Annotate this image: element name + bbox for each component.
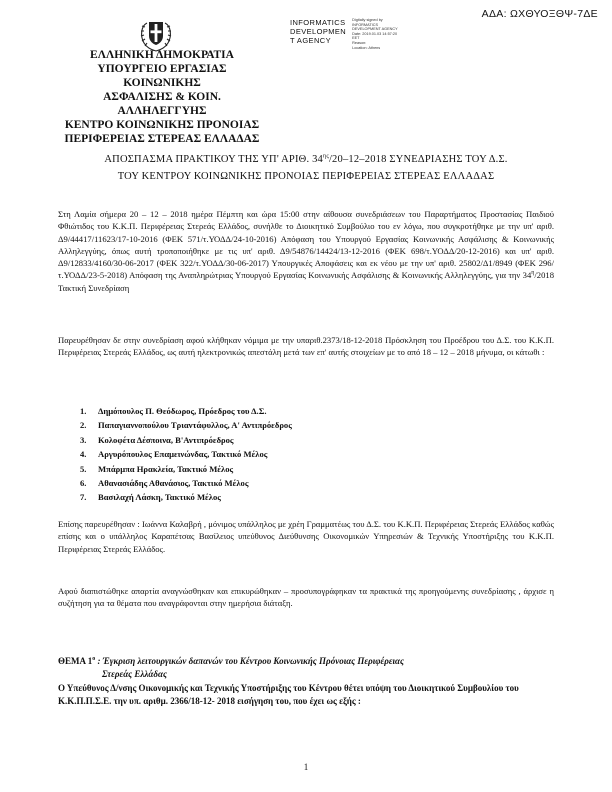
agenda-item-body: Ο Υπεύθυνος Δ/νσης Οικονομικής και Τεχνικής Υποστήριξης του Κέντρου θέτει υπόψη του Διοικητικού Συμβουλίου του Κ.Κ.Π.Π.Σ.Ε. την υπ. αριθμ. 2366/18-12- 2018 εισήγηση του, που έχει ως εξής : [58, 683, 519, 706]
list-item: 2. Παπαγιαννοπούλου Τριαντάφυλλος, Α' Αντιπρόεδρος [80, 420, 292, 431]
agenda-item-heading-line-2: Στερεάς Ελλάδας [102, 668, 168, 679]
agenda-item-heading: ΘΕΜΑ $1^o$ : Έγκριση λειτουργικών δαπανών του Κέντρου Κοινωνικής Πρόνοιας Περιφέρειας [58, 656, 405, 666]
quorum-paragraph: Αφού διαπιστώθηκε απαρτία αναγνώσθηκαν και επικυρώθηκαν – προσυπογράφηκαν τα πρακτικά της προηγούμενης συνεδρίασης , άρχισε η συζήτηση για τα θέματα που αναγράφονται στην ημερήσια διάταξη. [58, 586, 554, 609]
digital-signature-stamp [290, 18, 412, 50]
stamp-title: INFORMATICS DEVELOPMEN T AGENCY [290, 18, 347, 45]
ada-code: ΑΔΑ: ΩΧΘΥΟΞΘΨ-7ΔΕ [481, 8, 598, 20]
page-number: 1 [303, 762, 309, 772]
agenda-item-1 [58, 655, 554, 707]
members-list [80, 404, 292, 505]
list-item: 4. Αργυρόπουλος Επαμεινώνδας, Τακτικό Μέλος [80, 449, 268, 460]
organization-header: ΕΛΛΗΝΙΚΗ ΔΗΜΟΚΡΑΤΙΑ ΥΠΟΥΡΓΕΙΟ ΕΡΓΑΣΙΑΣ ΚΟΙΝΩΝΙΚΗΣ ΑΣΦΑΛΙΣΗΣ & ΚΟΙΝ. ΑΛΛΗΛΕΓΓΥΗΣ ΚΕΝΤΡΟ ΚΟΙΝΩΝΙΚΗΣ ΠΡΟΝΟΙΑΣ ΠΕΡΙΦΕΡΕΙΑΣ ΣΤΕΡΕΑΣ ΕΛΛΑΔΑΣ [64, 49, 260, 145]
list-item: 1. Δημόπουλος Π. Θεόδωρος, Πρόεδρος του Δ.Σ. [80, 406, 267, 416]
document-title [58, 151, 554, 185]
list-item: 3. Κολοφέτα Δέσποινα, Β'Αντιπρόεδρος [80, 434, 234, 445]
title-line-2: ΤΟΥ ΚΕΝΤΡΟΥ ΚΟΙΝΩΝΙΚΗΣ ΠΡΟΝΟΙΑΣ ΠΕΡΙΦΕΡΕΙΑΣ ΣΤΕΡΕΑΣ ΕΛΛΑΔΑΣ [117, 171, 495, 182]
opening-paragraph: Στη Λαμία σήμερα 20 – 12 – 2018 ημέρα Πέμπτη και ώρα 15:00 στην αίθουσα συνεδριάσεων του Παραρτήματος Προστασίας Παιδιού Φθιώτιδος του Κ.Κ.Π. Περιφέρειας Στερεάς Ελλάδος, συνήλθε το Διοικητικό Συμβούλιο του εν λόγω, που συγκροτήθηκε με την υπ' αριθ. Δ9/44417/11623/17-10-2016 (ΦΕΚ 571/τ.ΥΟΔΔ/24-10-2016) Απόφαση του Υπουργού Εργασίας Κοινωνικής Ασφάλισης & Κοινωνικής Αλληλεγγύης, όπως αυτή τροποποιήθηκε με τις υπ' αριθ. Δ9/54876/14424/13-12-2016 (ΦΕΚ 698/τ.ΥΟΔΔ/20-12-2016) και υπ' αριθ. Δ9/12833/4160/30-06-2017 (ΦΕΚ 322/τ.ΥΟΔΔ/30-06-2017) Υπουργικές Αποφάσεις και εκ νέου με την υπ' αριθ. 25802/Δ1/8949 (ΦΕΚ 296/τ.ΥΟΔΔ/23-5-2018) Απόφαση της Αναπληρώτριας Υπουργού Εργασίας Κοινωνικής Ασφάλισης & Κοινωνικής Αλληλεγγύης, για την $34^\eta/2018$ Τακτική Συνεδρίαση [58, 209, 554, 293]
list-item: 6. Αθανασιάδης Αθανάσιος, Τακτικό Μέλος [80, 478, 249, 489]
also-present-paragraph: Επίσης παρευρέθησαν : Ιωάννα Καλαβρή , μόνιμος υπάλληλος με χρέη Γραμματέως του Δ.Σ. του Κ.Κ.Π. Περιφέρειας Στερεάς Ελλάδος καθώς επίσης και ο υπάλληλος Καραπέτσας Βασίλειος υπεύθυνος Διεύθυνσης Οικονομικών Υπηρεσιών & Τεχνικής Υποστήριξης του Κ.Κ.Π. Περιφέρειας Στερεάς Ελλάδος. [58, 519, 554, 554]
title-line-1: ΑΠΟΣΠΑΣΜΑ ΠΡΑΚΤΙΚΟΥ ΤΗΣ ΥΠ' ΑΡΙΘ. $34^{\eta\varsigma}/20-12-2018$ ΣΥΝΕΔΡΙΑΣΗΣ ΤΟΥ Δ.Σ. [104, 153, 508, 165]
attendance-paragraph: Παρευρέθησαν δε στην συνεδρίαση αφού κλήθηκαν νόμιμα με την υπαριθ.2373/18-12-2018 Πρόσκληση του Προέδρου του Δ.Σ. του Κ.Κ.Π. Περιφέρειας Στερεάς Ελλάδος, ως αυτή ηλεκτρονικώς απεστάλη μετά των επ' αυτής στοιχείων με το από 18 – 12 – 2018 μήνυμα, οι κάτωθι : [58, 335, 554, 358]
list-item: 7. Βασιλαχή Λάσκη, Τακτικό Μέλος [80, 492, 221, 503]
list-item: 5. Μπάρμπα Ηρακλεία, Τακτικό Μέλος [80, 463, 234, 474]
stamp-details: Digitally signed by INFORMATICS DEVELOPMENT AGENCY Date: 2019.01.03 14:57:20 EET Reason: Location: Athens [352, 18, 398, 50]
